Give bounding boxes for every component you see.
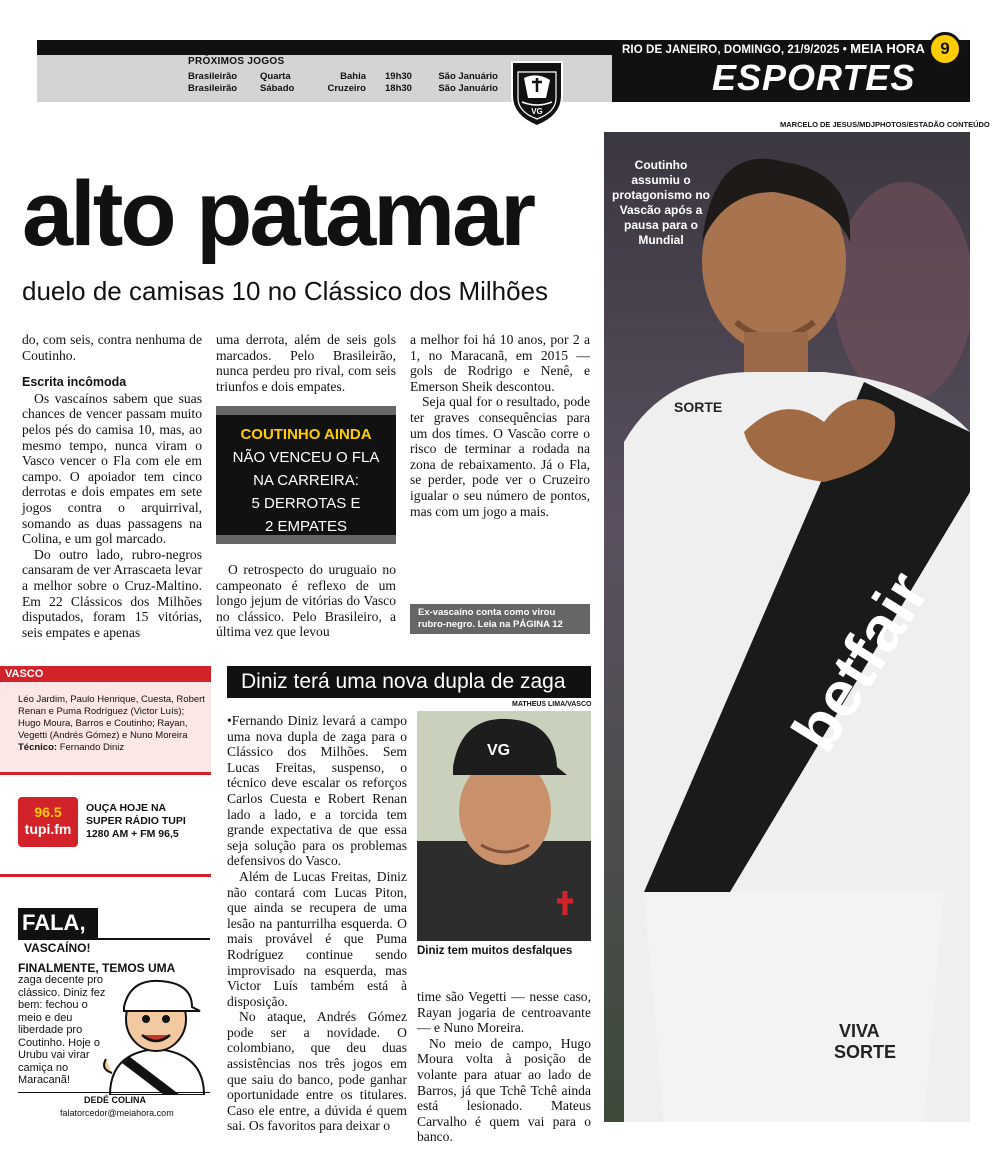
pull-quote: COUTINHO AINDA NÃO VENCEU O FLA NA CARREIRA: 5 DERROTAS E 2 EMPATES (216, 406, 396, 544)
tupi-logo: 96.5 tupi.fm (18, 797, 78, 847)
divider (0, 772, 211, 775)
fala-email[interactable]: falatorcedor@meiahora.com (60, 1108, 174, 1118)
section-subhead: Escrita incômoda (22, 375, 127, 390)
page-number: 9 (928, 32, 962, 66)
lineup-text: Léo Jardim, Paulo Henrique, Cuesta, Robert Renan e Puma Rodríguez (Victor Luís); Hugo Moura, Barros e Coutinho; Rayan, Vegetti (Andrés Gómez) e Nuno Moreira Técnico: Fernando Diniz (18, 694, 205, 753)
story2-column-a: •Fernando Diniz levará a campo uma nova dupla de zaga para o Clássico dos Milhões. Sem Lucas Freitas, suspenso, o técnico deve escalar os reforços Carlos Cuesta e Robert Renan lado a lado, e a torcida tem grande expectativa de que essa seja solução para os problemas defensivos do Vasco. Além de Lucas Freitas, Diniz não contará com Lucas Piton, que ainda se recupera de uma lesão na panturrilha esquerda. O mais provável é que Puma Rodríguez continue sendo improvisado na esquerda, mas Victor Luís também está à disposição. No ataque, Andrés Gómez pode ser a novidade. O colombiano, que deu duas assistências nos três jogos em que saiu do banco, pode ganhar oportunidade entre os titulares. Caso ele entre, a dúvida é quem sai. Os favoritos para deixar o (227, 713, 407, 1134)
next-game-row: Brasileirão Quarta Bahia 19h30 São Januário (188, 71, 498, 82)
story2-headline: Diniz terá uma nova dupla de zaga (227, 666, 591, 698)
headline: alto patamar (22, 163, 534, 265)
divider (18, 1092, 210, 1093)
paper-name: MEIA HORA (850, 41, 926, 56)
svg-text:VIVA: VIVA (839, 1021, 880, 1041)
dateline: RIO DE JANEIRO, DOMINGO, 21/9/2025 • MEIA HORA (622, 41, 926, 56)
fala-signature: DEDÉ COLINA (84, 1095, 147, 1105)
teaser-link[interactable]: Ex-vascaíno conta como virou rubro-negro. Leia na PÁGINA 12 (410, 604, 590, 634)
body-column-1: do, com seis, contra nenhuma de Coutinho. Escrita incômoda Os vascaínos sabem que suas chances de vencer passam muito pelos pés do camisa 10, mas, ao mesmo tempo, nunca viram o Vasco vencer o Fla com ele em campo. O apoiador tem cinco derrotas e dois empates em sete jogos contra o arquirrival, somando as duas passagens na Colina, e um gol marcado. Do outro lado, rubro-negros cansaram de ver Arrascaeta levar a melhor sobre o Cruz-Maltino. Em 22 Clássicos dos Milhões disputados, foram 15 vitórias, seis empates e apenas (22, 332, 202, 640)
body-column-3: a melhor foi há 10 anos, por 2 a 1, no Maracanã, em 2015 — gols de Rodrigo e Nenê, e Emerson Sheik descontou. Seja qual for o resultado, pode ter graves consequências para um dos times. O Vascão corre o risco de terminar a rodada na zona de rebaixamento. Já o Fla, se perder, pode ver o Cruzeiro igualar o seu número de pontos, mas com um jogo a mais. (410, 332, 590, 519)
fala-title: FALA, (18, 908, 98, 938)
subheadline: duelo de camisas 10 no Clássico dos Milhões (22, 276, 549, 306)
story2-column-b: time são Vegetti — nesse caso, Rayan jogaria de centroavante — e Nuno Moreira. No meio de campo, Hugo Moura volta à posição de volante para atuar ao lado de Barros, já que Tchê Tchê ainda está lesionado. Mateus Carvalho é quem vai para o banco. (417, 989, 591, 1145)
next-game-row: Brasileirão Sábado Cruzeiro 18h30 São Januário (188, 83, 498, 94)
cartoon-fan-icon (100, 973, 212, 1095)
fala-body: zaga decente pro clássico. Diniz fez bem: fechou o meio e deu liberdade pro Coutinho. Hoje o Urubu vai virar camiça no Maracanã! (18, 974, 106, 1086)
body-column-2a: uma derrota, além de seis gols marcados. Pelo Brasileirão, nunca perdeu pro rival, com seis triunfos e dois empates. (216, 332, 396, 394)
divider (0, 874, 211, 877)
diniz-photo-caption: Diniz tem muitos desfalques (417, 945, 573, 957)
svg-text:SORTE: SORTE (674, 399, 723, 415)
story2-photo-credit: MATHEUS LIMA/VASCO (512, 701, 592, 708)
section-title: ESPORTES (712, 57, 916, 98)
svg-text:VG: VG (487, 742, 511, 759)
svg-text:SORTE: SORTE (834, 1042, 897, 1062)
fala-subtitle: VASCAÍNO! (18, 938, 210, 956)
vasco-tag: VASCO (0, 666, 211, 682)
photo-caption: Coutinho assumiu o protagonismo no Vascão após a pausa para o Mundial (612, 158, 710, 247)
fala-headline: FINALMENTE, TEMOS UMA (18, 961, 176, 975)
svg-text:VG: VG (531, 107, 543, 116)
radio-promo: OUÇA HOJE NA SUPER RÁDIO TUPI 1280 AM + FM 96,5 (86, 802, 186, 840)
next-games-title: PRÓXIMOS JOGOS (188, 56, 285, 67)
body-column-2b: O retrospecto do uruguaio no campeonato é reflexo de um longo jejum de vitórias do Vasco no clássico. Pelo Brasileiro, a última vez que levou (216, 562, 396, 640)
coutinho-photo (604, 132, 970, 1122)
diniz-photo (417, 711, 591, 941)
photo-credit: MARCELO DE JESUS/MDJPHOTOS/ESTADÃO CONTEÚDO (780, 120, 990, 129)
svg-text:betfair: betfair (777, 559, 943, 764)
vasco-crest-icon (508, 58, 566, 128)
